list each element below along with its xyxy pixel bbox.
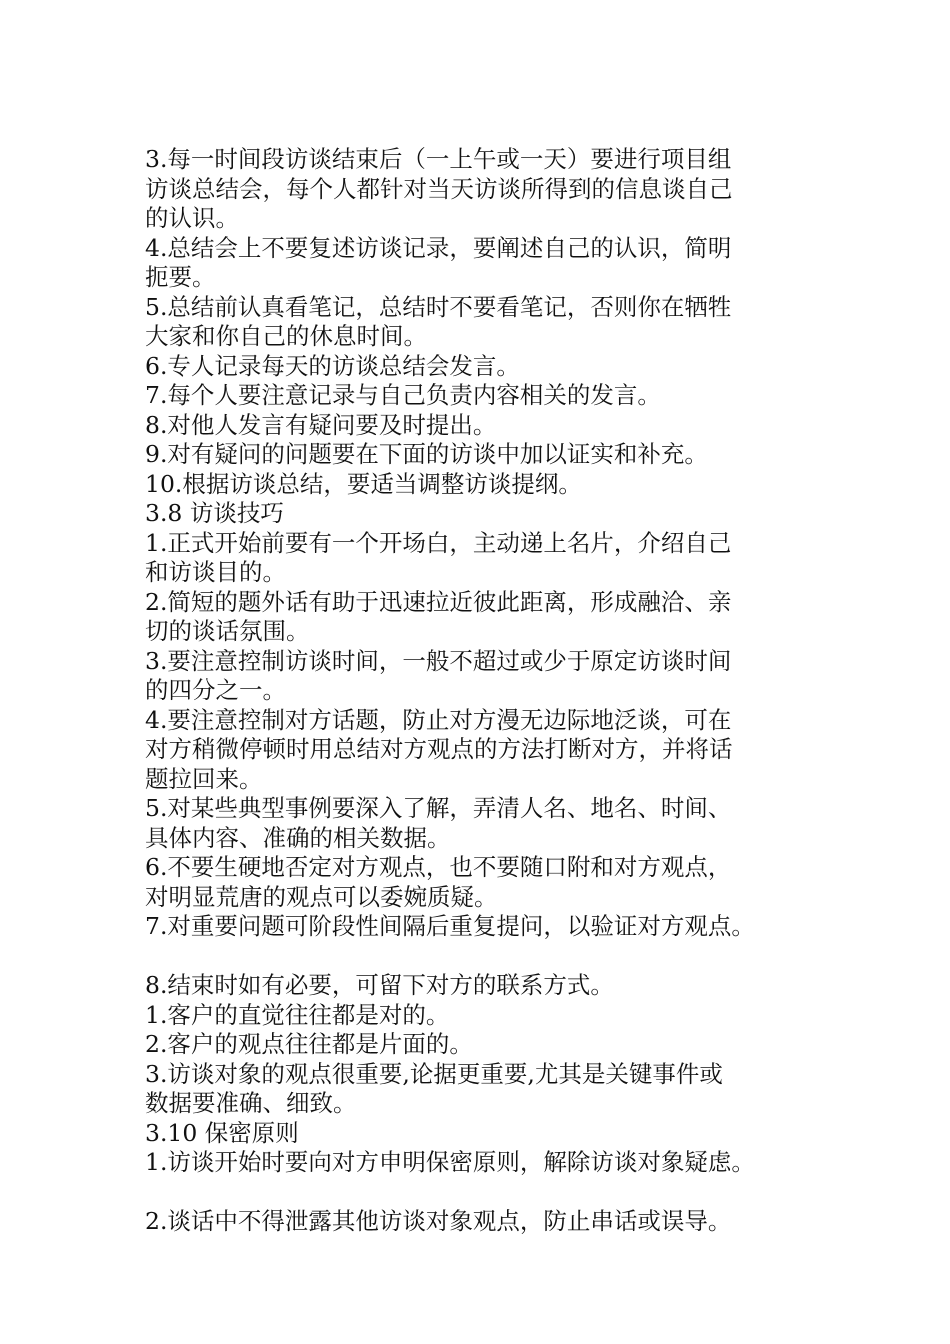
text-line: 2.客户的观点往往都是片面的。 — [145, 1030, 473, 1058]
text-line: 4.总结会上不要复述访谈记录，要阐述自己的认识，简明 — [145, 233, 732, 262]
text-line: 2.谈话中不得泄露其他访谈对象观点，防止串话或误导。 — [145, 1207, 732, 1235]
text-line: 具体内容、准确的相关数据。 — [145, 823, 451, 852]
text-line: 6.不要生硬地否定对方观点，也不要随口附和对方观点， — [145, 853, 732, 881]
text-line: 题拉回来。 — [145, 764, 263, 793]
text-line: 3.每一时间段访谈结束后（一上午或一天）要进行项目组 — [145, 145, 732, 173]
text-line: 1.客户的直觉往往都是对的。 — [145, 1000, 450, 1029]
text-line: 8.结束时如有必要，可留下对方的联系方式。 — [145, 971, 614, 999]
text-line: 对明显荒唐的观点可以委婉质疑。 — [145, 882, 498, 911]
text-line: 1.访谈开始时要向对方申明保密原则，解除访谈对象疑虑。 — [145, 1148, 755, 1176]
blank-line — [145, 942, 805, 972]
text-line: 4.要注意控制对方话题，防止对方漫无边际地泛谈，可在 — [145, 705, 732, 734]
text-line: 扼要。 — [145, 263, 216, 291]
text-line: 和访谈目的。 — [145, 558, 286, 586]
text-line: 9.对有疑问的问题要在下面的访谈中加以证实和补充。 — [145, 440, 708, 468]
section-heading: 3.8 访谈技巧 — [145, 499, 284, 527]
text-line: 对方稍微停顿时用总结对方观点的方法打断对方，并将话 — [145, 735, 733, 763]
text-line: 5.总结前认真看笔记，总结时不要看笔记，否则你在牺牲 — [145, 292, 732, 321]
text-line: 大家和你自己的休息时间。 — [145, 322, 427, 350]
text-line: 的四分之一。 — [145, 676, 286, 704]
text-line: 7.每个人要注意记录与自己负责内容相关的发言。 — [145, 381, 661, 409]
text-line: 2.简短的题外话有助于迅速拉近彼此距离，形成融洽、亲 — [145, 587, 732, 616]
text-line: 3.访谈对象的观点很重要,论据更重要,尤其是关键事件或 — [145, 1059, 723, 1088]
text-line: 10.根据访谈总结，要适当调整访谈提纲。 — [145, 469, 582, 498]
text-line: 切的谈话氛围。 — [145, 617, 310, 645]
text-line: 8.对他人发言有疑问要及时提出。 — [145, 410, 497, 439]
text-line: 5.对某些典型事例要深入了解，弄清人名、地名、时间、 — [145, 794, 732, 822]
text-line: 的认识。 — [145, 204, 239, 232]
text-line: 访谈总结会，每个人都针对当天访谈所得到的信息谈自己 — [145, 174, 733, 203]
document-body — [145, 145, 805, 1237]
text-line: 3.要注意控制访谈时间，一般不超过或少于原定访谈时间 — [145, 646, 732, 675]
text-line: 数据要准确、细致。 — [145, 1089, 357, 1117]
blank-line — [145, 1178, 805, 1208]
text-line: 1.正式开始前要有一个开场白，主动递上名片，介绍自己 — [145, 528, 732, 557]
section-heading: 3.10 保密原则 — [145, 1118, 299, 1147]
text-line: 6.专人记录每天的访谈总结会发言。 — [145, 351, 520, 380]
text-line: 7.对重要问题可阶段性间隔后重复提问，以验证对方观点。 — [145, 912, 755, 940]
